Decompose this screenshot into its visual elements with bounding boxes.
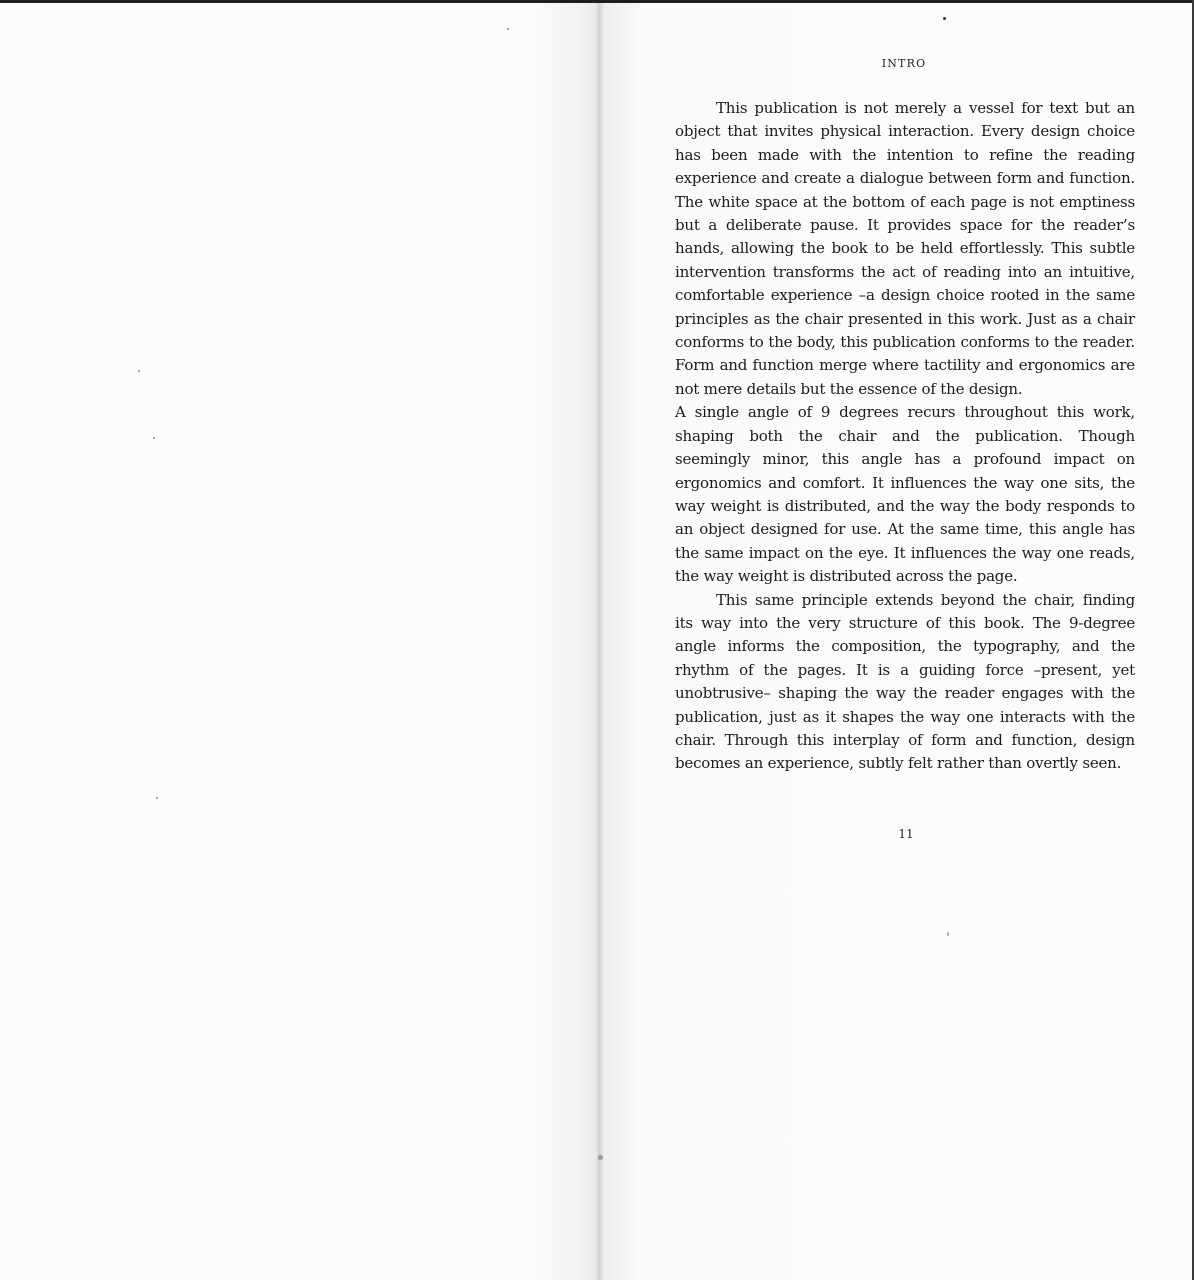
page-number: 11 bbox=[898, 827, 914, 841]
paragraph-2: A single angle of 9 degrees recurs throughout this work, shaping both the chair and the publication. Though seemingly minor, this angle has a profound impact on ergonomics and comfort. It influences the way one sits, the way weight is distributed, and the way the body responds to an object designed for use. At the same time, this angle has the same impact on the eye. It influences the way one reads, the way weight is distributed across the page. bbox=[675, 403, 1135, 586]
paragraph-1: This publication is not merely a vessel for text but an object that invites physical interaction. Every design choice has been made with the intention to refine the reading experience and create a dialogue between form and function. The white space at the bottom of each page is not emptiness but a deliberate pause. It provides space for the reader’s hands, allowing the book to be held effortlessly. This subtle intervention transforms the act of reading into an intuitive, comfortable experience –a design choice rooted in the same principles as the chair presented in this work. Just as a chair conforms to the body, this publication conforms to the reader. Form and function merge where tactility and ergonomics are not mere details but the essence of the design. bbox=[675, 99, 1135, 398]
running-head: INTRO bbox=[881, 57, 927, 70]
left-page-blank bbox=[0, 3, 598, 1280]
dust-speck bbox=[947, 932, 949, 936]
dust-speck bbox=[943, 17, 946, 20]
paragraph-3: This same principle extends beyond the chair, finding its way into the very structure of this book. The 9-degree angle informs the composition, the typography, and the rhythm of the pages. It is a guiding force –present, yet unobtrusive– shaping the way the reader engages with the publication, just as it shapes the way one interacts with the chair. Through this interplay of form and function, design becomes an experience, subtly felt rather than overtly seen. bbox=[675, 590, 1135, 773]
dust-speck bbox=[156, 797, 158, 799]
body-text bbox=[675, 97, 1135, 776]
dust-speck bbox=[507, 28, 509, 30]
dust-speck bbox=[598, 1155, 603, 1160]
dust-speck bbox=[153, 437, 155, 439]
dust-speck bbox=[138, 370, 140, 372]
book-gutter bbox=[596, 3, 604, 1280]
